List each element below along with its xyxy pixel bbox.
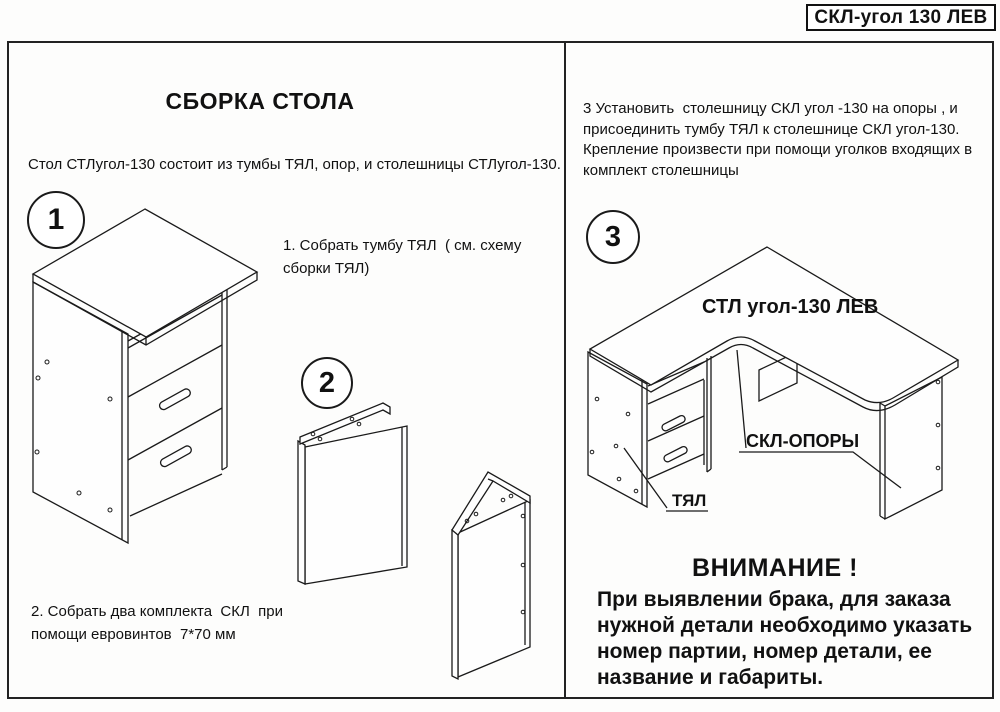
step1-number: 1 <box>47 203 65 236</box>
intro-text: Стол СТЛугол-130 состоит из тумбы ТЯЛ, опор, и столешницы СТЛугол-130. <box>28 156 561 173</box>
step2-number: 2 <box>318 366 336 399</box>
supports-diagram <box>288 395 548 690</box>
step3-number: 3 <box>604 220 622 253</box>
column-divider <box>564 41 566 699</box>
desktop-label: СТЛ угол-130 ЛЕВ <box>702 296 879 318</box>
step2-line2: помощи евровинтов 7*70 мм <box>31 626 236 643</box>
cabinet-left-panel <box>33 282 128 543</box>
warning-line1: При выявлении брака, для заказа <box>597 588 951 611</box>
warning-title: ВНИМАНИЕ ! <box>692 554 858 582</box>
step1-line1: 1. Собрать тумбу ТЯЛ ( см. схему <box>283 237 522 254</box>
desk-diagram <box>575 240 990 530</box>
cabinet-right-panel-edge <box>222 289 227 470</box>
doc-label: СКЛ-угол 130 ЛЕВ <box>814 6 988 28</box>
drawer-handle <box>159 445 193 468</box>
drawer-handle <box>158 388 192 411</box>
support-left <box>298 403 407 584</box>
step1-line2: сборки ТЯЛ) <box>283 260 370 277</box>
cabinet-diagram <box>25 200 270 555</box>
warning-line4: название и габариты. <box>597 666 824 689</box>
step3-line2: присоединить тумбу ТЯЛ к столешнице СКЛ угол-130. <box>583 120 960 138</box>
cabinet-drawer-edges <box>128 345 222 516</box>
page-title: СБОРКА СТОЛА <box>165 88 355 114</box>
cabinet-label: ТЯЛ <box>672 491 707 510</box>
doc-label-box <box>806 4 996 31</box>
step2-line1: 2. Собрать два комплекта СКЛ при <box>31 603 284 620</box>
step3-line4: комплект столешницы <box>583 161 739 179</box>
supports-label: СКЛ-ОПОРЫ <box>746 431 860 451</box>
step3-line3: Крепление произвести при помощи уголков входящих в <box>583 141 973 158</box>
step3-text <box>583 99 972 181</box>
step3-line1: 3 Установить столешницу СКЛ угол -130 на опоры , и <box>583 100 958 117</box>
desk-centre-support <box>707 356 711 472</box>
warning-text <box>597 587 972 691</box>
support-right <box>452 472 530 679</box>
step1-text <box>283 234 521 280</box>
step2-text <box>31 600 283 646</box>
warning-line3: номер партии, номер детали, ее <box>597 640 932 663</box>
warning-line2: нужной детали необходимо указать <box>597 614 973 637</box>
